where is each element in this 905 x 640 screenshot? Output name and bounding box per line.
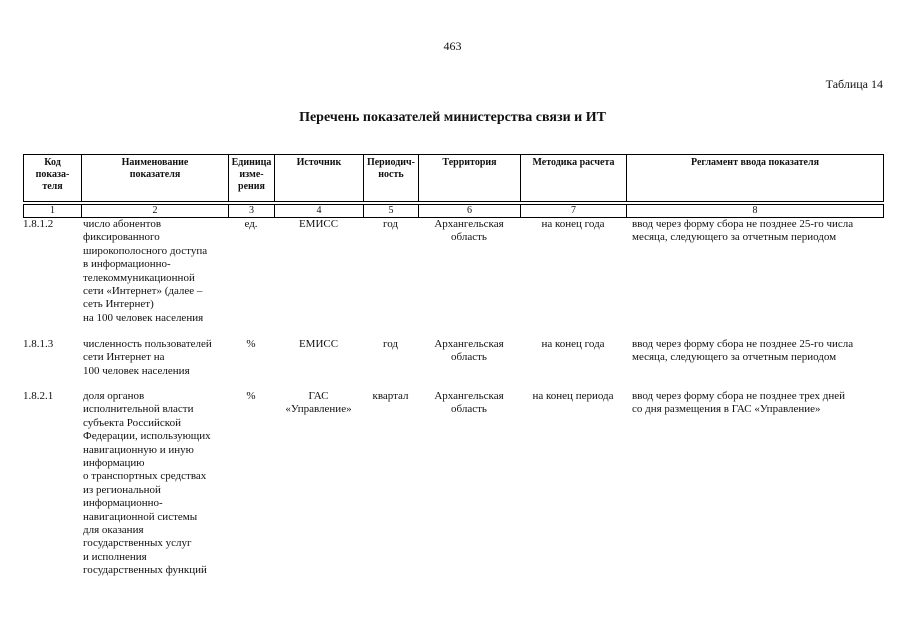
column-number: 4 xyxy=(275,205,364,218)
column-number: 1 xyxy=(24,205,82,218)
indicator-method: на конец периода xyxy=(532,390,614,402)
indicator-period: год xyxy=(382,338,399,350)
header-unit: Единица изме- рения xyxy=(229,155,275,202)
header-regulation: Регламент ввода показателя xyxy=(627,155,884,202)
header-name: Наименование показателя xyxy=(82,155,229,202)
indicator-period: квартал xyxy=(372,390,409,402)
indicator-code: 1.8.1.2 xyxy=(23,218,54,230)
indicator-code: 1.8.2.1 xyxy=(23,390,54,402)
table-row xyxy=(23,338,883,390)
column-number: 3 xyxy=(229,205,275,218)
indicator-source: ЕМИСС xyxy=(298,338,339,350)
header-method: Методика расчета xyxy=(521,155,627,202)
header-territory: Территория xyxy=(419,155,521,202)
column-number: 6 xyxy=(419,205,521,218)
indicator-unit: % xyxy=(246,338,256,350)
indicator-regulation: ввод через форму сбора не позднее 25-го числа месяца, следующего за отчетным периодом xyxy=(632,218,854,244)
header-period: Периодич- ность xyxy=(364,155,419,202)
indicator-territory: Архангельская область xyxy=(434,390,504,416)
indicator-period: год xyxy=(382,218,399,230)
indicator-territory: Архангельская область xyxy=(434,338,504,364)
indicators-table xyxy=(23,218,883,578)
indicator-name: численность пользователей сети Интернет на 100 человек населения xyxy=(83,338,212,377)
indicator-source: ГАС «Управление» xyxy=(285,390,352,416)
column-number: 2 xyxy=(82,205,229,218)
indicator-name: число абонентов фиксированного широкополосного доступа в информационно- телекоммуникационной сети «Интернет» (далее – сеть Интернет) на 100 человек населения xyxy=(83,218,208,324)
page-number: 463 xyxy=(443,39,462,53)
column-number: 5 xyxy=(364,205,419,218)
indicator-name: доля органов исполнительной власти субъекта Российской Федерации, использующих навигационную и иную информацию о транспортных средствах из региональной информационно- навигационной системы для оказания государственных услуг и исполнения государственных функций xyxy=(83,390,211,577)
indicator-code: 1.8.1.3 xyxy=(23,338,54,350)
document-title: Перечень показателей министерства связи и ИТ xyxy=(299,110,606,125)
indicator-method: на конец года xyxy=(541,338,605,350)
indicator-regulation: ввод через форму сбора не позднее трех дней со дня размещения в ГАС «Управление» xyxy=(632,390,846,416)
table-label: Таблица 14 xyxy=(825,77,883,91)
indicator-regulation: ввод через форму сбора не позднее 25-го числа месяца, следующего за отчетным периодом xyxy=(632,338,854,364)
table-row xyxy=(23,218,883,338)
column-number: 8 xyxy=(627,205,884,218)
indicator-method: на конец года xyxy=(541,218,605,230)
indicator-territory: Архангельская область xyxy=(434,218,504,244)
table-row xyxy=(23,390,883,578)
indicator-source: ЕМИСС xyxy=(298,218,339,230)
header-source: Источник xyxy=(275,155,364,202)
header-code: Код показа- теля xyxy=(24,155,82,202)
indicator-unit: % xyxy=(246,390,256,402)
column-number: 7 xyxy=(521,205,627,218)
indicator-unit: ед. xyxy=(244,218,258,230)
header-table xyxy=(23,154,884,218)
